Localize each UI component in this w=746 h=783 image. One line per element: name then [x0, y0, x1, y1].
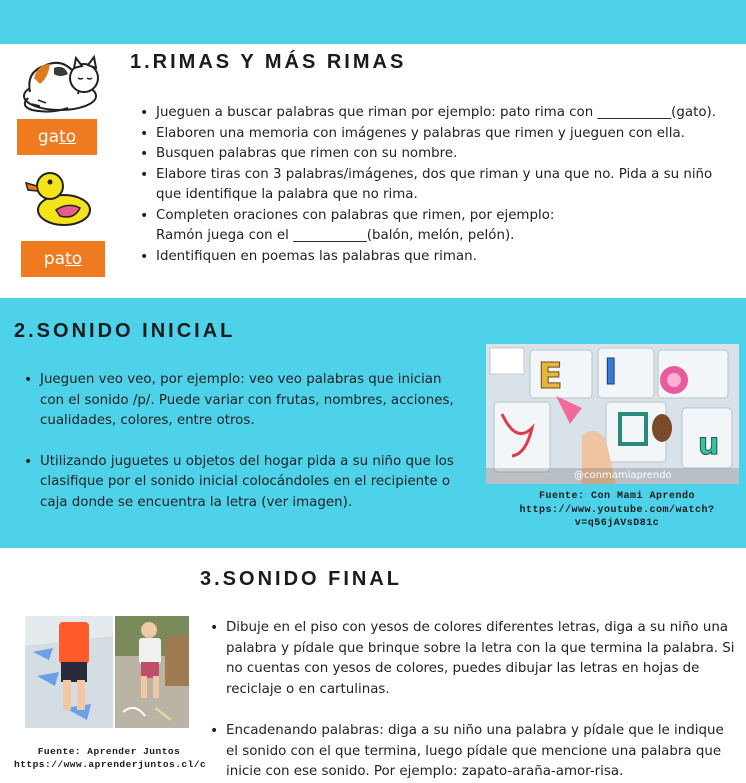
list-item: • Elaboren una memoria con imágenes y palabras que rimen y jueguen con ella.: [138, 124, 738, 145]
credit-source: Fuente: Aprender Juntos: [37, 746, 181, 757]
letter-sorting-illustration: [486, 344, 739, 484]
section-title: 3.SONIDO FINAL: [200, 568, 403, 590]
credit-source: Fuente: Con Mami Aprendo: [538, 491, 696, 502]
chalk-letters-illustration: [115, 616, 189, 728]
sleeping-cat-icon: [20, 48, 104, 114]
svg-text:E: E: [538, 356, 563, 397]
list-item: • Jueguen veo veo, por ejemplo: veo veo palabras que inician con el sonido /p/. Puede variar con frutas, nombres, acciones, cualidades, colores, entre otros.: [22, 370, 468, 432]
list-item: • Dibuje en el piso con yesos de colores diferentes letras, diga a su niño una palabra y pídale que brinque sobre la letra con la que termina la palabra. Si no cuentas con yesos de colores, puedes dibujar las letras en hojas de reciclaje o en cartulinas.: [208, 618, 738, 700]
letter-sorting-photo: [486, 344, 739, 484]
list-item: [138, 206, 738, 247]
word-card-pato: pato: [21, 241, 105, 277]
child-jumping-illustration: [25, 616, 113, 728]
section-rimas: [0, 44, 746, 298]
list-item: • Identifiquen en poemas las palabras que riman.: [138, 247, 738, 268]
rimas-list: [138, 103, 738, 267]
svg-text:u: u: [698, 427, 720, 462]
word-card-gato: gato: [17, 119, 97, 155]
credit-url-line1: https://www.aprenderjuntos.cl/c: [14, 758, 207, 770]
section-sonido-final: [0, 548, 746, 779]
child-jumping-photo: [25, 616, 113, 728]
image-credit: [508, 490, 726, 531]
list-item: • Jueguen a buscar palabras que riman por ejemplo: pato rima con ___________(gato).: [138, 103, 738, 124]
sonido-inicial-list: [22, 370, 468, 514]
chalk-letters-photo: [115, 616, 189, 728]
list-item-example: Ramón juega con el ___________(balón, melón, pelón).: [156, 228, 515, 243]
section-title: 1.RIMAS Y MÁS RIMAS: [130, 51, 407, 73]
image-credit: [14, 746, 207, 771]
rubber-duck-icon: [26, 166, 92, 228]
sonido-final-list: [208, 618, 738, 783]
watermark-text: @conmamiaprendo: [574, 470, 672, 481]
svg-text:I: I: [604, 352, 618, 393]
list-item: • Elabore tiras con 3 palabras/imágenes, dos que riman y una que no. Pida a su niño que identifique la palabra que no rima.: [138, 165, 738, 206]
section-sonido-inicial: [0, 298, 746, 548]
list-item-text: Completen oraciones con palabras que rimen, por ejemplo:: [156, 207, 555, 223]
list-item: • Utilizando juguetes u objetos del hogar pida a su niño que los clasifique por el sonido inicial colocándoles en el recipiente o caja donde se encuentra la letra (ver imagen).: [22, 452, 468, 514]
section-title: 2.SONIDO INICIAL: [14, 320, 236, 342]
credit-url-line1: https://www.youtube.com/watch?: [519, 504, 715, 516]
top-color-band: [0, 0, 746, 44]
list-item: • Busquen palabras que rimen con su nombre.: [138, 144, 738, 165]
credit-url-line2: v=q56jAVsD81c: [574, 518, 660, 529]
list-item: • Encadenando palabras: diga a su niño una palabra y pídale que le indique el sonido con el que termina, luego pídale que mencione una palabra que inicie con ese sonido. Por ejemplo: zapato-araña-amor-risa.: [208, 721, 738, 783]
